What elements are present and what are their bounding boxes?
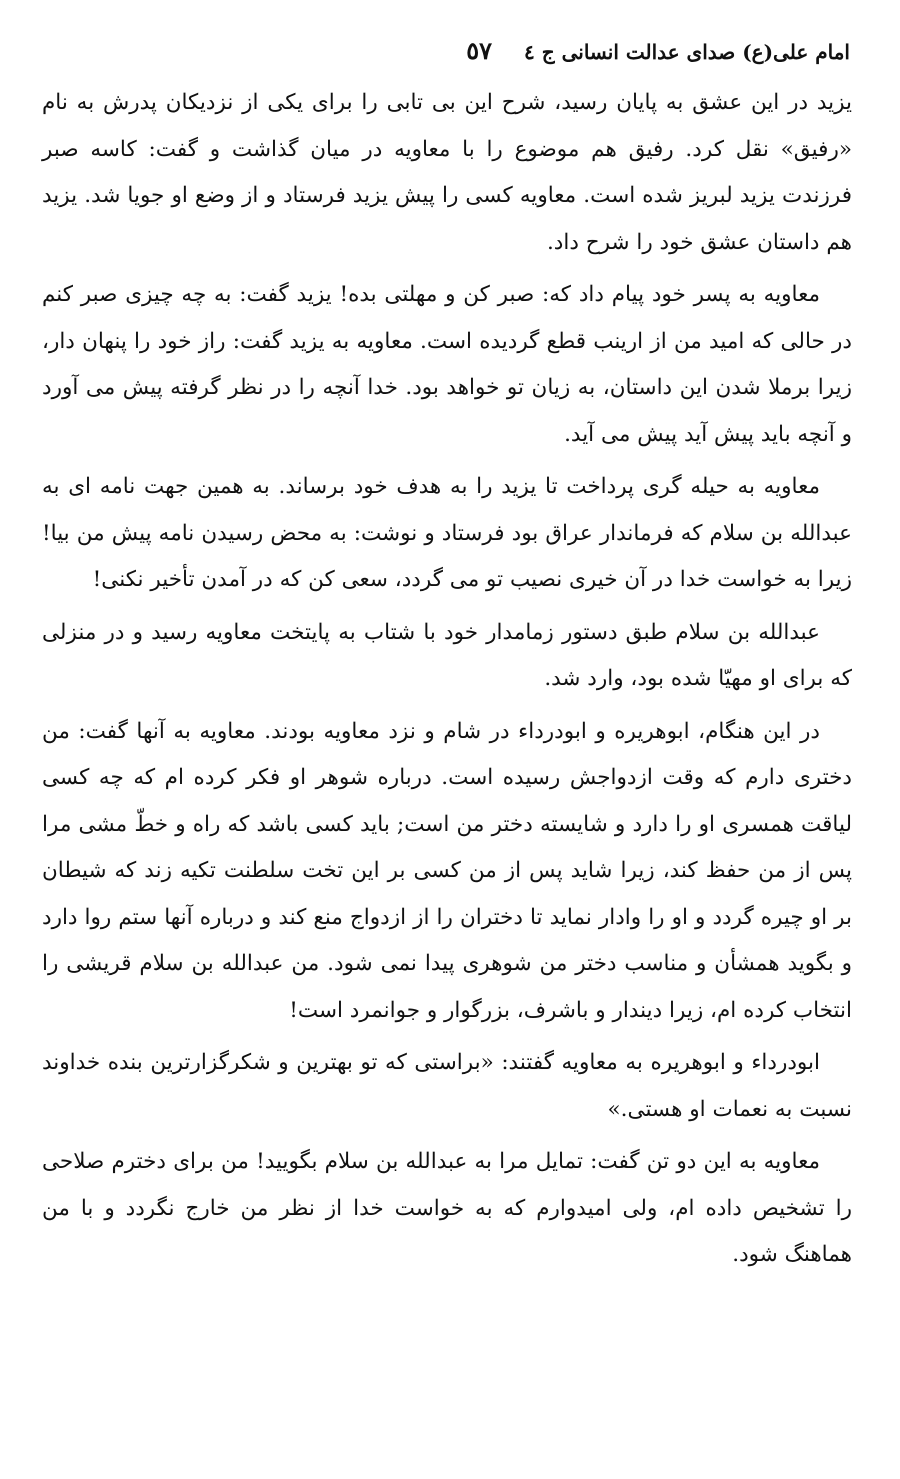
paragraph: یزید در این عشق به پایان رسید، شرح این بی تابی را برای یکی از نزدیکان پدرش به نام «رفیق» نقل کرد. رفیق هم موضوع را با معاویه در میان گذاشت و گفت: کاسه صبر فرزندت یزید لبریز شده است. معاویه کسی را پیش یزید فرستاد و از وضع او جویا شد. یزید هم داستان عشق خود را شرح داد. [42,90,852,255]
paragraph: عبدالله بن سلام طبق دستور زمامدار خود با شتاب به پایتخت معاویه رسید و در منزلی که برای او مهیّا شده بود، وارد شد. [42,619,852,691]
page-number: ٥٧ [466,36,492,65]
paragraph: معاویه به حیله گری پرداخت تا یزید را به هدف خود برساند. به همین جهت نامه ای به عبدالله بن سلام که فرماندار عراق بود فرستاد و نوشت: به محض رسیدن نامه پیش من بیا! زیرا به خواست خدا در آن خیری نصیب تو می گردد، سعی کن که در آمدن تأخیر نکنی! [42,474,852,592]
paragraph: معاویه به این دو تن گفت: تمایل مرا به عبدالله بن سلام بگویید! من برای دخترم صلاحی را تشخیص داده ام، ولی امیدوارم که به خواست خدا از نظر من خارج نگردد و با من هماهنگ شود. [42,1149,852,1267]
paragraph: در این هنگام، ابوهریره و ابودرداء در شام و نزد معاویه بودند. معاویه به آنها گفت: من دختری دارم که وقت ازدواجش رسیده است. درباره شوهر او فکر کرده ام که چه کسی لیاقت همسری او را دارد و شایسته دختر من است; باید کسی باشد که راه و خطّ مشی مرا پس از من حفظ کند، زیرا شاید پس از من کسی بر این تخت سلطنت تکیه زند که شیطان بر او چیره گردد و او را وادار نماید تا دختران را از ازدواج منع کند و درباره آنها ستم روا دارد و بگوید همشأن و مناسب دختر من شوهری پیدا نمی شود. من عبدالله بن سلام قریشی را انتخاب کرده ام، زیرا دیندار و باشرف، بزرگوار و جوانمرد است! [42,718,852,1023]
body-text [42,80,852,1285]
paragraph: معاویه به پسر خود پیام داد که: صبر کن و مهلتی بده! یزید گفت: به چه چیزی صبر کنم در حالی که امید من از ارینب قطع گردیده است. معاویه به یزید گفت: راز خود را پنهان دار، زیرا برملا شدن این داستان، به زیان تو خواهد بود. خدا آنچه را در نظر گرفته پیش می آورد و آنچه باید پیش آید پیش می آید. [42,282,852,447]
running-header-title: امام علی(ع) صدای عدالت انسانی ج ٤ [524,40,850,64]
page-header [40,30,860,70]
paragraph: ابودرداء و ابوهریره به معاویه گفتند: «براستی که تو بهترین و شکرگزارترین بنده خداوند نسبت به نعمات او هستی.» [42,1050,852,1122]
